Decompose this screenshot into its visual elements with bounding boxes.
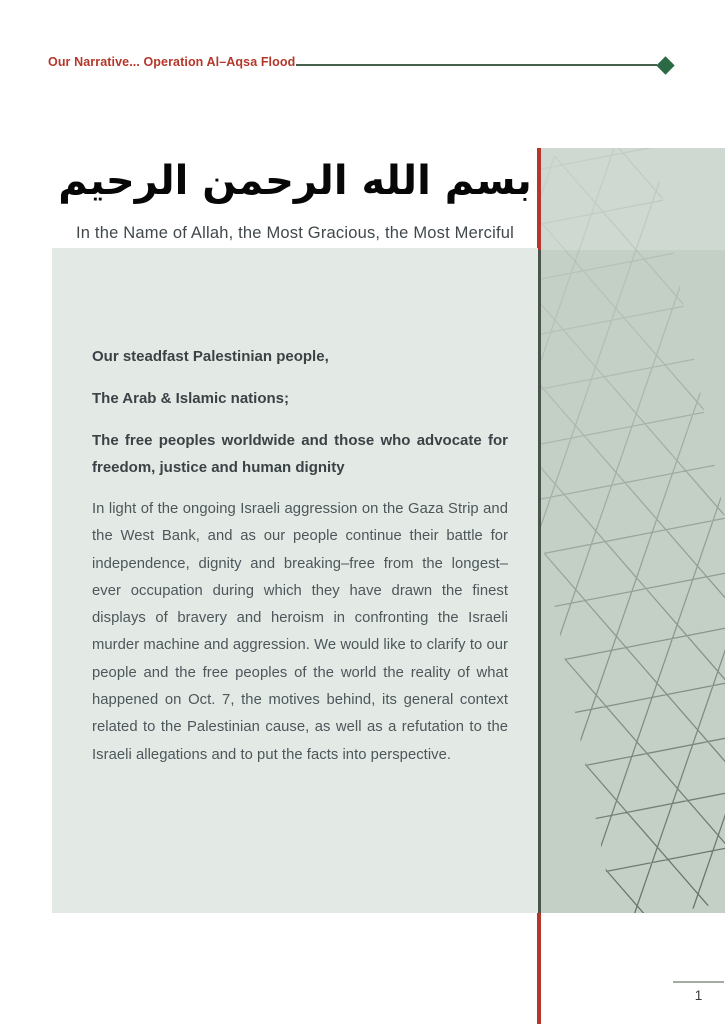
header-title: Our Narrative... Operation Al–Aqsa Flood: [48, 55, 296, 69]
bismillah-translation: In the Name of Allah, the Most Gracious, the Most Merciful: [75, 224, 515, 242]
header-rule-line: [296, 64, 657, 66]
accent-line-top: [537, 148, 541, 250]
accent-line-bottom: [537, 913, 541, 1024]
bismillah-calligraphy: بسم الله الرحمن الرحيم: [58, 158, 532, 204]
footer-rule-line: [673, 981, 724, 983]
diamond-ornament-icon: [656, 56, 674, 74]
body-paragraph: In light of the ongoing Israeli aggression on the Gaza Strip and the West Bank, and as our people continue their battle for independence, dignity and breaking–free from the longest–ever occupation during which they have drawn the finest displays of bravery and heroism in confronting the Israeli murder machine and aggression. We would like to clarify to our people and the free peoples of the world the reality of what happened on Oct. 7, the motives behind, its general context related to the Palestinian cause, as well as a refutation to the Israeli allegations and to put the facts into perspective.: [92, 501, 508, 763]
content-panel: [52, 248, 538, 913]
decorative-pattern-panel: [541, 148, 725, 913]
page-number: 1: [694, 988, 703, 1003]
salutation-palestinian-people: Our steadfast Palestinian people,: [92, 348, 329, 365]
salutation-free-peoples: The free peoples worldwide and those who advocate for freedom, justice and human dignity: [92, 432, 508, 476]
triangular-mesh-graphic: [541, 148, 725, 913]
salutation-arab-islamic-nations: The Arab & Islamic nations;: [92, 390, 289, 407]
